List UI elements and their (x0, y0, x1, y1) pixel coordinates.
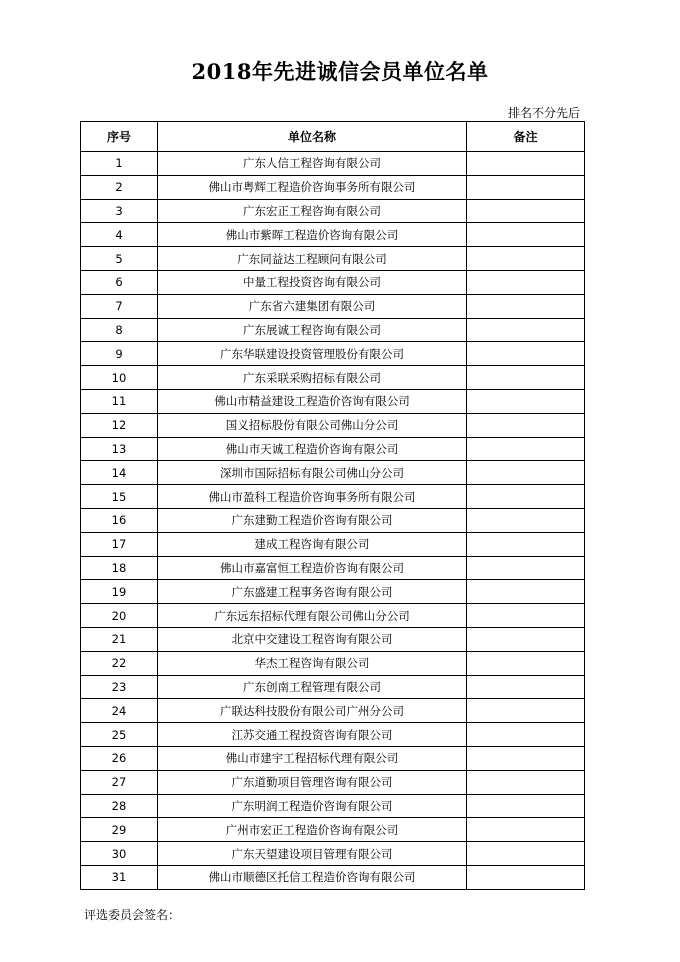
cell-remark (467, 294, 585, 318)
table-row (81, 604, 585, 628)
cell-company-name: 广联达科技股份有限公司广州分公司 (158, 699, 467, 723)
member-table (80, 121, 585, 890)
cell-remark (467, 413, 585, 437)
table-row (81, 199, 585, 223)
cell-serial: 16 (81, 508, 158, 532)
cell-remark (467, 461, 585, 485)
table-row (81, 366, 585, 390)
table-row (81, 485, 585, 509)
cell-remark (467, 152, 585, 176)
cell-serial: 7 (81, 294, 158, 318)
cell-company-name: 深圳市国际招标有限公司佛山分公司 (158, 461, 467, 485)
table-row (81, 461, 585, 485)
cell-company-name: 广东盛建工程事务咨询有限公司 (158, 580, 467, 604)
cell-serial: 12 (81, 413, 158, 437)
cell-serial: 3 (81, 199, 158, 223)
cell-remark (467, 699, 585, 723)
cell-remark (467, 437, 585, 461)
cell-serial: 11 (81, 389, 158, 413)
cell-company-name: 佛山市建宇工程招标代理有限公司 (158, 746, 467, 770)
cell-serial: 15 (81, 485, 158, 509)
cell-serial: 26 (81, 746, 158, 770)
cell-company-name: 广东采联采购招标有限公司 (158, 366, 467, 390)
cell-company-name: 广东同益达工程顾问有限公司 (158, 247, 467, 271)
table-row (81, 699, 585, 723)
table-row (81, 651, 585, 675)
cell-serial: 2 (81, 175, 158, 199)
cell-remark (467, 199, 585, 223)
table-row (81, 508, 585, 532)
cell-remark (467, 580, 585, 604)
cell-company-name: 中量工程投资咨询有限公司 (158, 270, 467, 294)
cell-company-name: 广东建勤工程造价咨询有限公司 (158, 508, 467, 532)
cell-serial: 29 (81, 818, 158, 842)
cell-remark (467, 485, 585, 509)
table-row (81, 818, 585, 842)
cell-company-name: 华杰工程咨询有限公司 (158, 651, 467, 675)
cell-serial: 10 (81, 366, 158, 390)
table-row (81, 770, 585, 794)
cell-remark (467, 865, 585, 889)
signature-label: 评选委员会签名： (84, 908, 181, 922)
cell-serial: 27 (81, 770, 158, 794)
cell-company-name: 广东展诚工程咨询有限公司 (158, 318, 467, 342)
cell-serial: 18 (81, 556, 158, 580)
cell-serial: 30 (81, 842, 158, 866)
cell-company-name: 广东宏正工程咨询有限公司 (158, 199, 467, 223)
cell-remark (467, 247, 585, 271)
cell-company-name: 国义招标股份有限公司佛山分公司 (158, 413, 467, 437)
cell-remark (467, 556, 585, 580)
cell-company-name: 佛山市盈科工程造价咨询事务所有限公司 (158, 485, 467, 509)
table-row (81, 556, 585, 580)
cell-company-name: 广东华联建设投资管理股份有限公司 (158, 342, 467, 366)
table-body (81, 152, 585, 890)
cell-remark (467, 604, 585, 628)
cell-remark (467, 770, 585, 794)
table-row (81, 247, 585, 271)
table-row (81, 437, 585, 461)
cell-remark (467, 794, 585, 818)
cell-serial: 4 (81, 223, 158, 247)
table-row (81, 389, 585, 413)
cell-serial: 1 (81, 152, 158, 176)
table-row (81, 746, 585, 770)
cell-remark (467, 651, 585, 675)
cell-remark (467, 723, 585, 747)
cell-remark (467, 532, 585, 556)
cell-company-name: 广州市宏正工程造价咨询有限公司 (158, 818, 467, 842)
cell-serial: 17 (81, 532, 158, 556)
cell-serial: 8 (81, 318, 158, 342)
cell-serial: 21 (81, 627, 158, 651)
table-row (81, 580, 585, 604)
table-row (81, 794, 585, 818)
cell-serial: 25 (81, 723, 158, 747)
cell-remark (467, 627, 585, 651)
cell-remark (467, 842, 585, 866)
cell-serial: 22 (81, 651, 158, 675)
table-row (81, 270, 585, 294)
table-row (81, 175, 585, 199)
cell-serial: 24 (81, 699, 158, 723)
cell-company-name: 广东创南工程管理有限公司 (158, 675, 467, 699)
ranking-note: 排名不分先后 (507, 106, 580, 120)
cell-remark (467, 318, 585, 342)
cell-serial: 6 (81, 270, 158, 294)
document-title: 2018年先进诚信会员单位名单 (191, 59, 489, 84)
cell-company-name: 北京中交建设工程咨询有限公司 (158, 627, 467, 651)
table-row (81, 627, 585, 651)
table-row (81, 223, 585, 247)
cell-remark (467, 223, 585, 247)
cell-company-name: 广东远东招标代理有限公司佛山分公司 (158, 604, 467, 628)
cell-remark (467, 366, 585, 390)
cell-serial: 20 (81, 604, 158, 628)
cell-company-name: 江苏交通工程投资咨询有限公司 (158, 723, 467, 747)
cell-company-name: 广东明润工程造价咨询有限公司 (158, 794, 467, 818)
header-remark: 备注 (467, 122, 585, 152)
table-row (81, 675, 585, 699)
cell-company-name: 广东省六建集团有限公司 (158, 294, 467, 318)
table-row (81, 723, 585, 747)
cell-serial: 23 (81, 675, 158, 699)
cell-remark (467, 818, 585, 842)
cell-company-name: 佛山市精益建设工程造价咨询有限公司 (158, 389, 467, 413)
cell-serial: 19 (81, 580, 158, 604)
table-row (81, 152, 585, 176)
cell-serial: 5 (81, 247, 158, 271)
cell-remark (467, 270, 585, 294)
table-row (81, 294, 585, 318)
cell-serial: 14 (81, 461, 158, 485)
cell-remark (467, 675, 585, 699)
table-row (81, 342, 585, 366)
cell-serial: 13 (81, 437, 158, 461)
table-row (81, 532, 585, 556)
cell-remark (467, 746, 585, 770)
cell-company-name: 佛山市粤辉工程造价咨询事务所有限公司 (158, 175, 467, 199)
cell-serial: 9 (81, 342, 158, 366)
header-serial: 序号 (81, 122, 158, 152)
cell-company-name: 佛山市顺德区托信工程造价咨询有限公司 (158, 865, 467, 889)
header-company-name: 单位名称 (158, 122, 467, 152)
cell-remark (467, 508, 585, 532)
cell-serial: 31 (81, 865, 158, 889)
table-row (81, 842, 585, 866)
cell-company-name: 广东人信工程咨询有限公司 (158, 152, 467, 176)
cell-remark (467, 175, 585, 199)
cell-remark (467, 389, 585, 413)
cell-company-name: 建成工程咨询有限公司 (158, 532, 467, 556)
cell-remark (467, 342, 585, 366)
cell-company-name: 佛山市天诚工程造价咨询有限公司 (158, 437, 467, 461)
cell-company-name: 广东道勤项目管理咨询有限公司 (158, 770, 467, 794)
cell-company-name: 佛山市紫晖工程造价咨询有限公司 (158, 223, 467, 247)
cell-company-name: 广东天望建设项目管理有限公司 (158, 842, 467, 866)
cell-serial: 28 (81, 794, 158, 818)
table-row (81, 865, 585, 889)
table-row (81, 413, 585, 437)
table-header-row (81, 122, 585, 152)
table-row (81, 318, 585, 342)
cell-company-name: 佛山市嘉富恒工程造价咨询有限公司 (158, 556, 467, 580)
